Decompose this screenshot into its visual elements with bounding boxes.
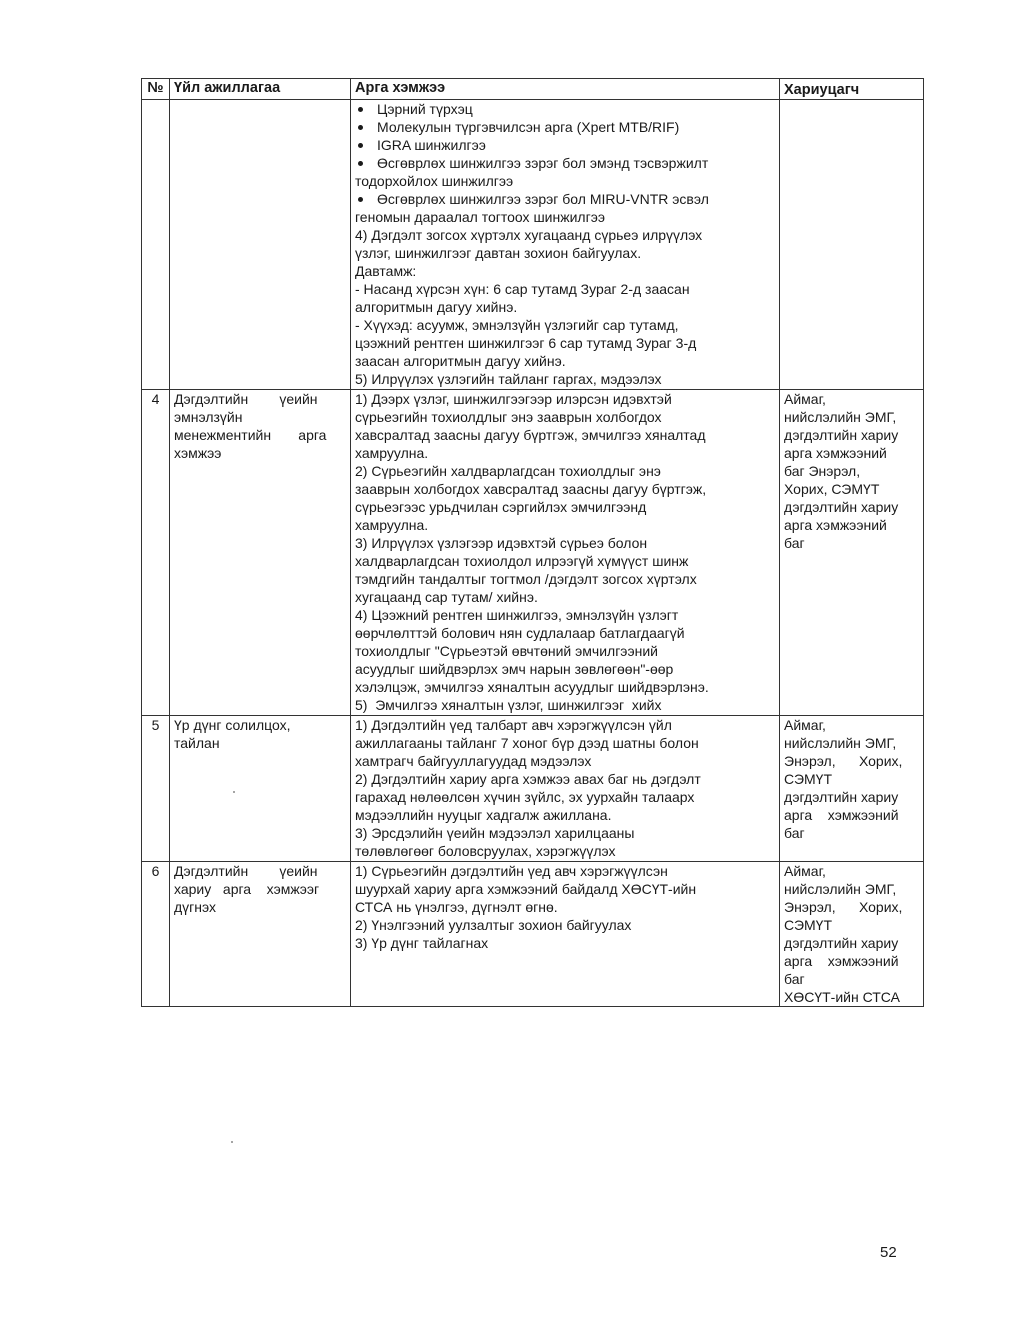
measure-line: хамтрагч байгууллагуудад мэдээлэх [355,753,592,769]
cell-activity [170,716,351,862]
responsible-line: дэгдэлтийн хариу [784,789,899,805]
measure-line: 2) Үнэлгээний уулзалтыг зохион байгуулах [355,917,632,933]
table-row [142,862,924,1007]
scan-speck [233,791,235,793]
header-responsible: Хариуцагч [780,79,924,100]
responsible-line: баг [784,535,805,551]
cell-no [142,100,170,390]
header-measure: Арга хэмжээ [351,79,780,100]
cell-measure [351,862,780,1007]
activity-line: Үр дүнг солилцох, [174,717,291,733]
activity-line: менежментийн арга [174,427,327,443]
responsible-line: Хорих, СЭМҮТ [784,481,880,497]
list-item: IGRA шинжилгээ [355,136,775,154]
measure-line: шуурхай хариу арга хэмжээний байдалд ХӨСҮТ-ийн [355,881,697,897]
item-5: 5) Илрүүлэх үзлэгийн тайланг гаргах, мэдээлэх [355,371,662,387]
responsible-line: арга хэмжээний [784,445,887,461]
measure-line: хэлэлцэж, эмчилгээ хяналтын асуудлыг шийдвэрлэнэ. [355,679,709,695]
frequency-child: - Хүүхэд: асуумж, эмнэлзүйн үзлэгийг сар тутамд, [355,317,679,333]
measure-line: 1) Сүрьеэгийн дэгдэлтийн үед авч хэрэгжүүлсэн [355,863,668,879]
responsible-line: Энэрэл, Хорих, [784,899,903,915]
list-item-cont: геномын дараалал тогтоох шинжилгээ [355,209,605,225]
table-row-continued [142,100,924,390]
responsible-line: баг Энэрэл, [784,463,861,479]
cell-activity [170,862,351,1007]
action-plan-table [141,78,924,1007]
responsible-line: Аймаг, [784,717,826,733]
cell-responsible [780,100,924,390]
cell-responsible [780,862,924,1007]
cell-activity [170,390,351,716]
item-4: 4) Дэгдэлт зогсох хүртэлх хугацаанд сүрьеэ илрүүлэх [355,227,703,243]
activity-line: Дэгдэлтийн үеийн [174,391,318,407]
item-4-cont: үзлэг, шинжилгээг давтан зохион байгуулах. [355,245,642,261]
page-number: 52 [880,1244,897,1261]
measure-line: тэмдгийн тандалтыг тогтмол /дэгдэлт зогсох хүртэлх [355,571,697,587]
cell-measure [351,100,780,390]
measure-line: тохиолдлыг "Сүрьеэтэй өвчтөний эмчилгээний [355,643,658,659]
responsible-line: Энэрэл, Хорих, [784,753,903,769]
activity-line: Дэгдэлтийн үеийн [174,863,318,879]
cell-responsible [780,716,924,862]
measure-line: халдварлагдсан тохиолдол илрээгүй хүмүүст шинж [355,553,689,569]
cell-activity [170,100,351,390]
measure-line: СТСА нь үнэлгээ, дүгнэлт өгнө. [355,899,558,915]
measure-line: сүрьеэгээс урьдчилан сэргийлэх эмчилгээнд [355,499,647,515]
list-item: Молекулын түргэвчилсэн арга (Xpert MTB/RIF) [355,118,775,136]
measure-line: 3) Илрүүлэх үзлэгээр идэвхтэй сүрьеэ болон [355,535,648,551]
measure-line: гарахад нөлөөлсөн хүчин зүйлс, эх уурхайн талаарх [355,789,695,805]
header-activity: Үйл ажиллагаа [170,79,351,100]
responsible-line: нийслэлийн ЭМГ, [784,735,897,751]
frequency-child-cont: цээжний рентген шинжилгээг 6 сар тутамд Зураг 3-д [355,335,697,351]
activity-line: хэмжээ [174,445,222,461]
measure-line: төлөвлөгөөг боловсруулах, хэрэгжүүлэх [355,843,616,859]
responsible-line: дэгдэлтийн хариу [784,427,899,443]
activity-line: хариу арга хэмжээг [174,881,320,897]
frequency-label: Давтамж: [355,263,417,279]
measure-line: ажиллагааны тайланг 7 хоног бүр дээд шатны болон [355,735,699,751]
measure-line: 4) Цээжний рентген шинжилгээ, эмнэлзүйн үзлэгт [355,607,679,623]
table-row [142,716,924,862]
measure-line: өөрчлөлттэй болович нян судлалаар батлагдаагүй [355,625,685,641]
measure-line: хугацаанд сар тутам/ хийнэ. [355,589,538,605]
frequency-child-cont: заасан алгоритмын дагуу хийнэ. [355,353,566,369]
activity-line: тайлан [174,735,220,751]
list-item-cont: тодорхойлох шинжилгээ [355,173,514,189]
measure-line: 1) Дээрх үзлэг, шинжилгээгээр илэрсэн идэвхтэй [355,391,672,407]
cell-responsible [780,390,924,716]
cell-measure [351,390,780,716]
measure-line: мэдээллийн нууцыг хадгалж ажиллана. [355,807,612,823]
responsible-line: нийслэлийн ЭМГ, [784,881,897,897]
activity-line: эмнэлзүйн [174,409,243,425]
measure-line: 2) Дэгдэлтийн хариу арга хэмжээ авах баг нь дэгдэлт [355,771,701,787]
measure-line: хавсралтад заасны дагуу бүртгэж, эмчилгээ хяналтад [355,427,706,443]
responsible-line: арга хэмжээний [784,517,887,533]
table-header-row [142,79,924,100]
responsible-line: СЭМҮТ [784,917,833,933]
activity-line: дүгнэх [174,899,216,915]
responsible-line: дэгдэлтийн хариу [784,499,899,515]
responsible-line: арга хэмжээний [784,807,899,823]
cell-no: 4 [142,390,170,716]
measure-line: 5) Эмчилгээ хяналтын үзлэг, шинжилгээг хийх [355,697,662,713]
frequency-adult: - Насанд хүрсэн хүн: 6 сар тутамд Зураг 2-д заасан [355,281,690,297]
responsible-line: баг [784,825,805,841]
measure-line: 3) Үр дүнг тайлагнах [355,935,489,951]
measure-line: хамруулна. [355,517,429,533]
responsible-line: Аймаг, [784,391,826,407]
measure-line: 1) Дэгдэлтийн үед талбарт авч хэрэгжүүлсэн үйл [355,717,672,733]
list-item: Өсгөврлөх шинжилгээ зэрэг бол эмэнд тэсвэржилт [355,154,775,172]
responsible-line: баг [784,971,805,987]
responsible-line: арга хэмжээний [784,953,899,969]
measure-line: 2) Сүрьеэгийн халдварлагдсан тохиолдлыг энэ [355,463,661,479]
cell-measure [351,716,780,862]
measure-line: зааврын холбогдох хавсралтад заасны дагуу бүртгэж, [355,481,707,497]
cell-no: 6 [142,862,170,1007]
responsible-line: СЭМҮТ [784,771,833,787]
responsible-line: ХӨСҮТ-ийн СТСА [784,989,900,1005]
responsible-line: Аймаг, [784,863,826,879]
header-no: № [142,79,170,100]
responsible-line: нийслэлийн ЭМГ, [784,409,897,425]
measure-line: асуудлыг шийдвэрлэх эмч нарын зөвлөгөөн"-өөр [355,661,674,677]
measure-line: хамруулна. [355,445,429,461]
frequency-adult-cont: алгоритмын дагуу хийнэ. [355,299,518,315]
list-item: Өсгөврлөх шинжилгээ зэрэг бол MIRU-VNTR эсвэл [355,190,775,208]
cell-no: 5 [142,716,170,862]
measure-line: сүрьеэгийн тохиолдлыг энэ зааврын холбогдох [355,409,662,425]
responsible-line: дэгдэлтийн хариу [784,935,899,951]
measure-line: 3) Эрсдэлийн үеийн мэдээлэл харилцааны [355,825,635,841]
list-item: Цэрний түрхэц [355,100,775,118]
scan-speck [231,1141,233,1143]
table-row [142,390,924,716]
